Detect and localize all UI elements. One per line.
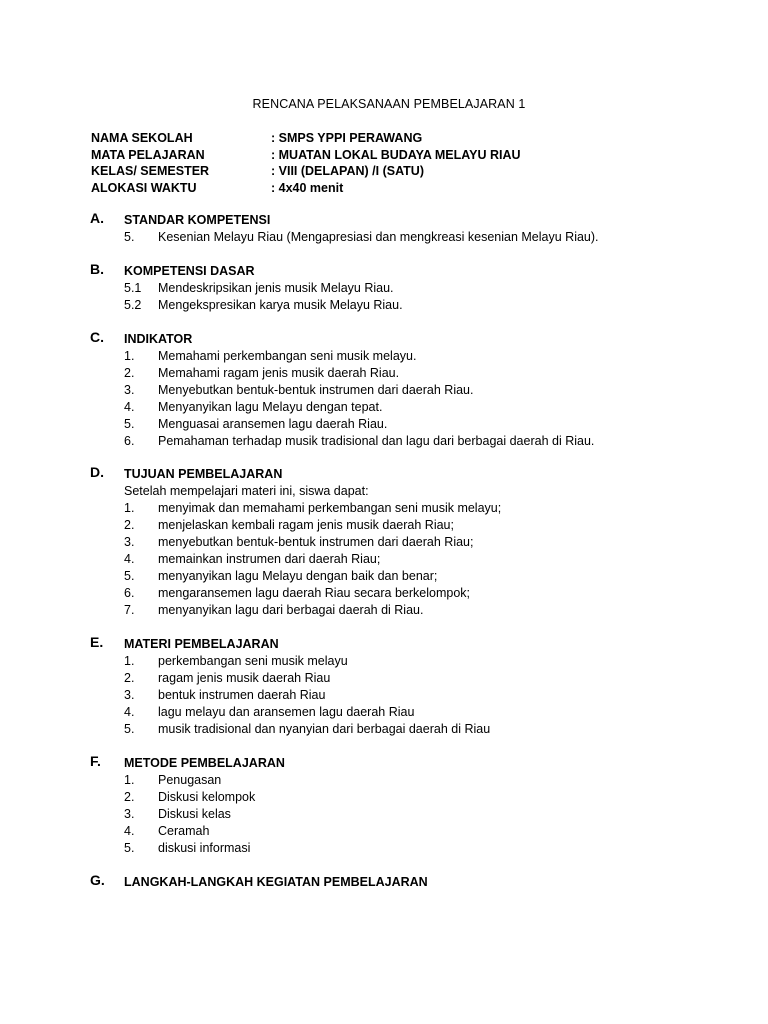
list-item-text: Pemahaman terhadap musik tradisional dan lagu dari berbagai daerah di Riau.: [158, 434, 595, 448]
list-item: [0, 772, 768, 789]
list-item-text: Diskusi kelas: [158, 807, 231, 821]
info-label: NAMA SEKOLAH: [91, 131, 193, 145]
list-item-text: Menyanyikan lagu Melayu dengan tepat.: [158, 400, 383, 414]
list-item: [0, 348, 768, 365]
section-heading: INDIKATOR: [124, 332, 193, 346]
list-item-text: menyanyikan lagu dari berbagai daerah di Riau.: [158, 603, 424, 617]
section-letter: F.: [90, 753, 101, 769]
list-item-text: Menguasai aransemen lagu daerah Riau.: [158, 417, 388, 431]
list-item: [0, 500, 768, 517]
list-item-number: 4.: [124, 552, 135, 566]
list-item-text: bentuk instrumen daerah Riau: [158, 688, 326, 702]
list-item-number: 4.: [124, 705, 135, 719]
section-body: [0, 653, 768, 738]
list-item-number: 5.: [124, 230, 135, 244]
list-item: [0, 840, 768, 857]
info-value: : 4x40 menit: [271, 180, 344, 195]
list-item: [0, 602, 768, 619]
section-heading: TUJUAN PEMBELAJARAN: [124, 467, 283, 481]
list-item: [0, 687, 768, 704]
list-item-text: lagu melayu dan aransemen lagu daerah Riau: [158, 705, 415, 719]
info-value: : VIII (DELAPAN) /I (SATU): [271, 164, 424, 178]
list-item-text: Kesenian Melayu Riau (Mengapresiasi dan mengkreasi kesenian Melayu Riau).: [158, 230, 599, 244]
list-item-text: Diskusi kelompok: [158, 790, 256, 804]
section-heading: STANDAR KOMPETENSI: [124, 213, 271, 227]
list-item-text: diskusi informasi: [158, 841, 251, 855]
list-item-text: Memahami perkembangan seni musik melayu.: [158, 349, 417, 363]
list-item-number: 4.: [124, 824, 135, 838]
list-item-number: 7.: [124, 603, 135, 617]
list-item-number: 2.: [124, 671, 135, 685]
list-item: [0, 365, 768, 382]
list-item-number: 5.1: [124, 281, 142, 295]
section-body: [0, 772, 768, 857]
list-item-text: Ceramah: [158, 824, 210, 838]
section-heading: LANGKAH-LANGKAH KEGIATAN PEMBELAJARAN: [124, 875, 428, 889]
info-value: : MUATAN LOKAL BUDAYA MELAYU RIAU: [271, 147, 521, 162]
section-letter: A.: [90, 210, 104, 226]
section-body: [0, 280, 768, 314]
list-item-text: mengaransemen lagu daerah Riau secara berkelompok;: [158, 586, 470, 600]
section-letter: D.: [90, 464, 104, 480]
list-item: [0, 585, 768, 602]
list-item: [0, 806, 768, 823]
list-item: [0, 568, 768, 585]
list-item-number: 1.: [124, 501, 135, 515]
section-body: [0, 348, 768, 450]
list-item-number: 1.: [124, 654, 135, 668]
list-item-number: 3.: [124, 383, 135, 397]
section-heading: MATERI PEMBELAJARAN: [124, 637, 279, 651]
list-item-text: Mengekspresikan karya musik Melayu Riau.: [158, 298, 403, 312]
list-item: [0, 551, 768, 568]
section-letter: B.: [90, 261, 104, 277]
list-item-text: menyimak dan memahami perkembangan seni musik melayu;: [158, 501, 502, 515]
document-title: RENCANA PELAKSANAAN PEMBELAJARAN 1: [252, 97, 526, 111]
list-item-text: perkembangan seni musik melayu: [158, 654, 348, 668]
list-item: [0, 229, 768, 246]
list-item: [0, 823, 768, 840]
section-heading: KOMPETENSI DASAR: [124, 264, 255, 278]
list-item-number: 1.: [124, 349, 135, 363]
list-item: [0, 433, 768, 450]
section-body: [0, 483, 768, 619]
list-item-number: 3.: [124, 807, 135, 821]
list-item-number: 5.: [124, 722, 135, 736]
info-label: KELAS/ SEMESTER: [91, 164, 210, 178]
list-item-number: 3.: [124, 535, 135, 549]
info-value: : SMPS YPPI PERAWANG: [271, 131, 423, 145]
list-item: [0, 670, 768, 687]
list-item-text: menjelaskan kembali ragam jenis musik daerah Riau;: [158, 518, 454, 532]
list-item-text: memainkan instrumen dari daerah Riau;: [158, 552, 381, 566]
list-item-text: Menyebutkan bentuk-bentuk instrumen dari daerah Riau.: [158, 383, 474, 397]
list-item: [0, 789, 768, 806]
section-body: [0, 229, 768, 246]
info-label: ALOKASI WAKTU: [91, 180, 197, 195]
list-item-number: 5.: [124, 569, 135, 583]
list-item-text: menyebutkan bentuk-bentuk instrumen dari daerah Riau;: [158, 535, 474, 549]
list-item: [0, 280, 768, 297]
list-item: [0, 399, 768, 416]
section-heading: METODE PEMBELAJARAN: [124, 756, 285, 770]
list-item-text: Memahami ragam jenis musik daerah Riau.: [158, 366, 400, 380]
section-letter: C.: [90, 329, 104, 345]
list-item-text: Mendeskripsikan jenis musik Melayu Riau.: [158, 281, 394, 295]
list-item: [0, 517, 768, 534]
list-item: [0, 704, 768, 721]
list-item-number: 5.: [124, 417, 135, 431]
list-item: [0, 721, 768, 738]
list-item-number: 2.: [124, 790, 135, 804]
list-item-number: 2.: [124, 366, 135, 380]
list-item: [0, 534, 768, 551]
list-item: [0, 653, 768, 670]
list-item-text: musik tradisional dan nyanyian dari berbagai daerah di Riau: [158, 722, 491, 736]
list-item-number: 1.: [124, 773, 135, 787]
list-item-number: 5.2: [124, 298, 142, 312]
list-item-number: 4.: [124, 400, 135, 414]
list-item-number: 5.: [124, 841, 135, 855]
list-item-number: 6.: [124, 434, 135, 448]
list-item-text: ragam jenis musik daerah Riau: [158, 671, 331, 685]
list-item-text: menyanyikan lagu Melayu dengan baik dan benar;: [158, 569, 438, 583]
section-intro: Setelah mempelajari materi ini, siswa dapat:: [124, 484, 369, 498]
list-item-text: Penugasan: [158, 773, 222, 787]
list-item-number: 3.: [124, 688, 135, 702]
list-item-number: 6.: [124, 586, 135, 600]
list-item: [0, 297, 768, 314]
list-item: [0, 382, 768, 399]
section-letter: G.: [90, 872, 105, 888]
list-item-number: 2.: [124, 518, 135, 532]
list-item: [0, 416, 768, 433]
section-letter: E.: [90, 634, 104, 650]
info-label: MATA PELAJARAN: [91, 147, 205, 162]
